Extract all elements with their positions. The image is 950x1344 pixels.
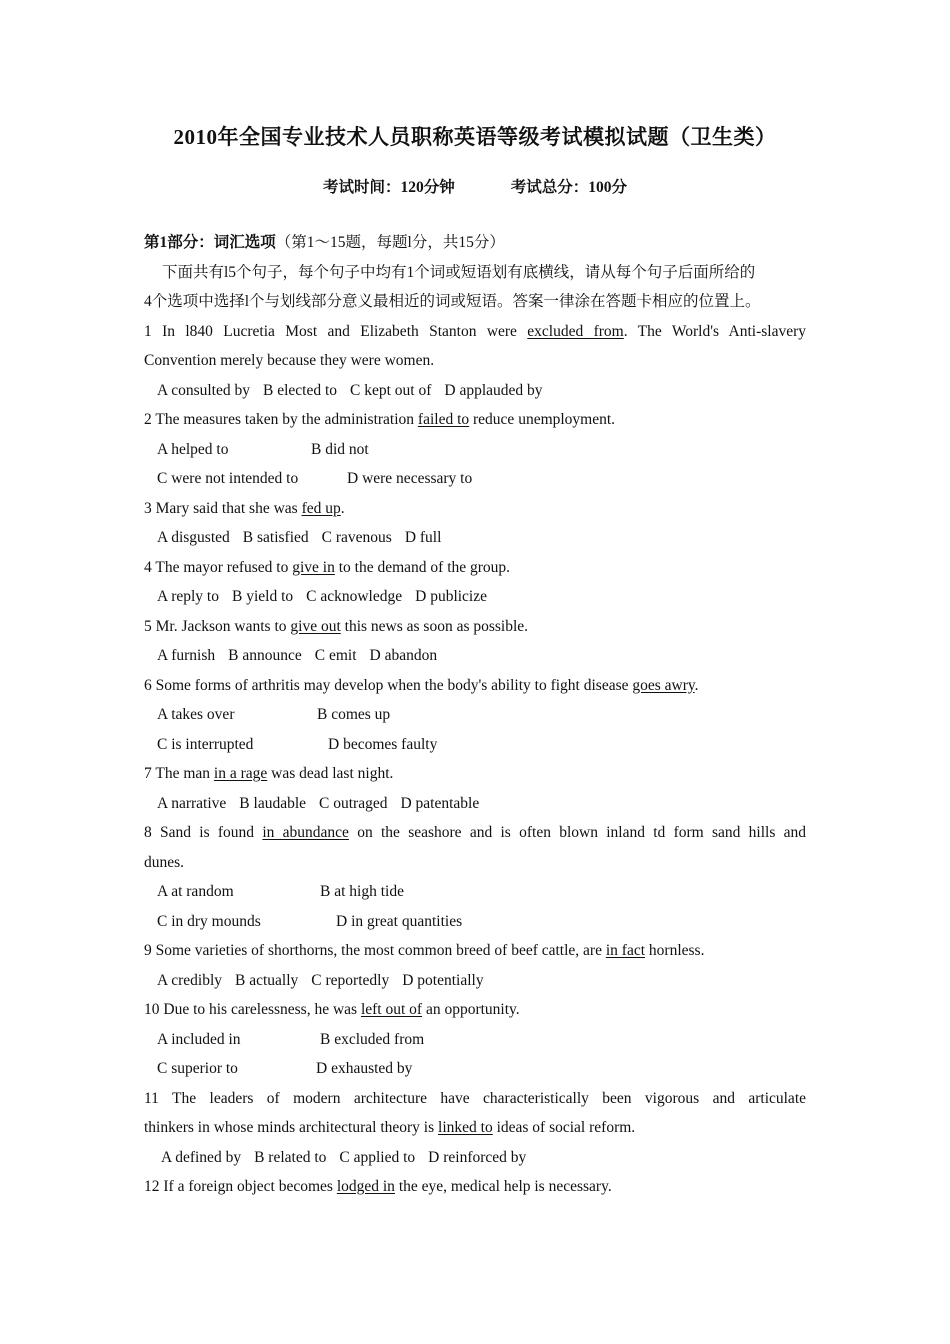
question-2-stem: 2 The measures taken by the administration failed to reduce unemployment.	[144, 411, 616, 428]
section-heading	[144, 228, 806, 258]
option-c: C were not intended to	[157, 470, 299, 487]
option-b: B actually	[235, 971, 299, 989]
option-c: C in dry mounds	[157, 912, 261, 930]
question-5-options	[144, 641, 806, 671]
option-b: B announce	[228, 647, 302, 664]
question-9-stem: 9 Some varieties of shorthorns, the most common breed of beef cattle, are in fact hornless.	[144, 942, 705, 959]
option-a: A narrative	[157, 794, 227, 812]
question-2-options-row-2	[144, 464, 806, 494]
option-a: A at random	[157, 883, 234, 900]
option-c: C acknowledge	[306, 588, 403, 605]
question-8-stem-cont: dunes.	[144, 853, 185, 871]
question-4-options	[144, 582, 806, 612]
option-d: D applauded by	[444, 381, 543, 399]
option-b: B did not	[311, 440, 369, 458]
option-c: C kept out of	[350, 381, 432, 399]
question-6-options-row-1	[144, 700, 806, 730]
question-7-options	[144, 789, 806, 819]
option-b: B at high tide	[320, 883, 404, 900]
option-a: A defined by	[161, 1148, 242, 1166]
option-d: D were necessary to	[347, 470, 473, 487]
question-1-stem: 1 In l840 Lucretia Most and Elizabeth Stanton were excluded from. The World's Anti-slavery	[144, 322, 807, 340]
instruction-line-1: 下面共有l5个句子，每个句子中均有1个词或短语划有底横线，请从每个句子后面所给的	[162, 263, 756, 281]
question-10-options-row-1	[144, 1025, 806, 1055]
question-1-options	[144, 376, 806, 406]
underlined-phrase: fed up	[301, 499, 341, 517]
question-1-stem-cont: Convention merely because they were women.	[144, 352, 435, 369]
underlined-phrase: excluded from	[527, 322, 624, 340]
option-d: D potentially	[402, 971, 484, 989]
option-d: D publicize	[415, 588, 488, 605]
question-5-stem: 5 Mr. Jackson wants to give out this news as soon as possible.	[144, 617, 529, 635]
option-a: A takes over	[157, 706, 235, 723]
question-7-stem: 7 The man in a rage was dead last night.	[144, 765, 394, 782]
page-title: 2010年全国专业技术人员职称英语等级考试模拟试题（卫生类）	[173, 125, 777, 149]
option-d: D in great quantities	[336, 912, 463, 930]
question-8-stem: 8 Sand is found in abundance on the seashore and is often blown inland td form sand hills and	[144, 824, 807, 841]
underlined-phrase: goes awry	[632, 676, 695, 694]
question-10-stem: 10 Due to his carelessness, he was left out of an opportunity.	[144, 1001, 520, 1018]
question-8-options-row-2	[144, 907, 806, 937]
option-b: B laudable	[239, 794, 307, 812]
option-b: B yield to	[232, 588, 294, 605]
question-4-stem: 4 The mayor refused to give in to the demand of the group.	[144, 558, 511, 576]
question-12-stem: 12 If a foreign object becomes lodged in the eye, medical help is necessary.	[144, 1178, 612, 1195]
section-vocabulary	[144, 228, 806, 1202]
option-a: A disgusted	[157, 529, 230, 546]
question-11-stem: 11 The leaders of modern architecture have characteristically been vigorous and articulate	[144, 1089, 806, 1107]
option-c: C applied to	[339, 1148, 416, 1166]
question-9-options	[144, 966, 806, 996]
option-a: A included in	[157, 1030, 241, 1048]
option-a: A furnish	[157, 647, 216, 664]
question-6-stem: 6 Some forms of arthritis may develop when the body's ability to fight disease goes awry.	[144, 676, 699, 694]
underlined-phrase: lodged in	[336, 1178, 395, 1195]
underlined-phrase: left out of	[360, 1001, 423, 1018]
exam-score: 考试总分：100分	[510, 179, 627, 196]
exam-time: 考试时间：120分钟	[323, 179, 455, 196]
option-b: B related to	[254, 1148, 327, 1166]
option-c: C reportedly	[311, 971, 390, 989]
underlined-phrase: in fact	[605, 942, 646, 959]
option-c: C emit	[314, 647, 357, 664]
option-a: A credibly	[157, 971, 222, 989]
option-d: D exhausted by	[316, 1060, 413, 1077]
option-a: A reply to	[157, 588, 219, 605]
option-b: B satisfied	[242, 529, 309, 546]
option-c: C is interrupted	[157, 735, 254, 753]
section-heading-title: 第1部分：词汇选项	[144, 234, 276, 251]
question-10-options-row-2	[144, 1054, 806, 1084]
question-6-options-row-2	[144, 730, 806, 760]
underlined-phrase: in abundance	[262, 824, 349, 841]
underlined-phrase: failed to	[417, 411, 470, 428]
question-11-stem-cont: thinkers in whose minds architectural theory is linked to ideas of social reform.	[144, 1119, 636, 1136]
option-c: C ravenous	[321, 529, 392, 546]
option-a: A helped to	[157, 440, 229, 458]
option-b: B comes up	[317, 706, 391, 723]
option-d: D becomes faulty	[328, 735, 438, 753]
underlined-phrase: linked to	[438, 1119, 493, 1136]
option-c: C outraged	[319, 794, 388, 812]
option-b: B excluded from	[320, 1030, 425, 1048]
option-c: C superior to	[157, 1060, 238, 1077]
question-3-stem: 3 Mary said that she was fed up.	[144, 499, 345, 517]
option-d: D full	[404, 529, 442, 546]
exam-info	[0, 175, 950, 197]
option-b: B elected to	[263, 381, 338, 399]
option-d: D abandon	[369, 647, 438, 664]
option-d: D patentable	[400, 794, 480, 812]
question-3-options	[144, 523, 806, 553]
option-a: A consulted by	[157, 381, 250, 399]
underlined-phrase: in a rage	[213, 765, 268, 782]
underlined-phrase: give out	[290, 617, 341, 635]
question-11-options	[144, 1143, 806, 1173]
question-8-options-row-1	[144, 877, 806, 907]
instruction-line-2: 4个选项中选择l个与划线部分意义最相近的词或短语。答案一律涂在答题卡相应的位置上。	[144, 293, 761, 310]
underlined-phrase: give in	[292, 558, 335, 576]
section-note: （第1～15题，每题l分，共15分）	[275, 234, 505, 251]
option-d: D reinforced by	[428, 1148, 527, 1166]
question-2-options-row-1	[144, 435, 806, 465]
